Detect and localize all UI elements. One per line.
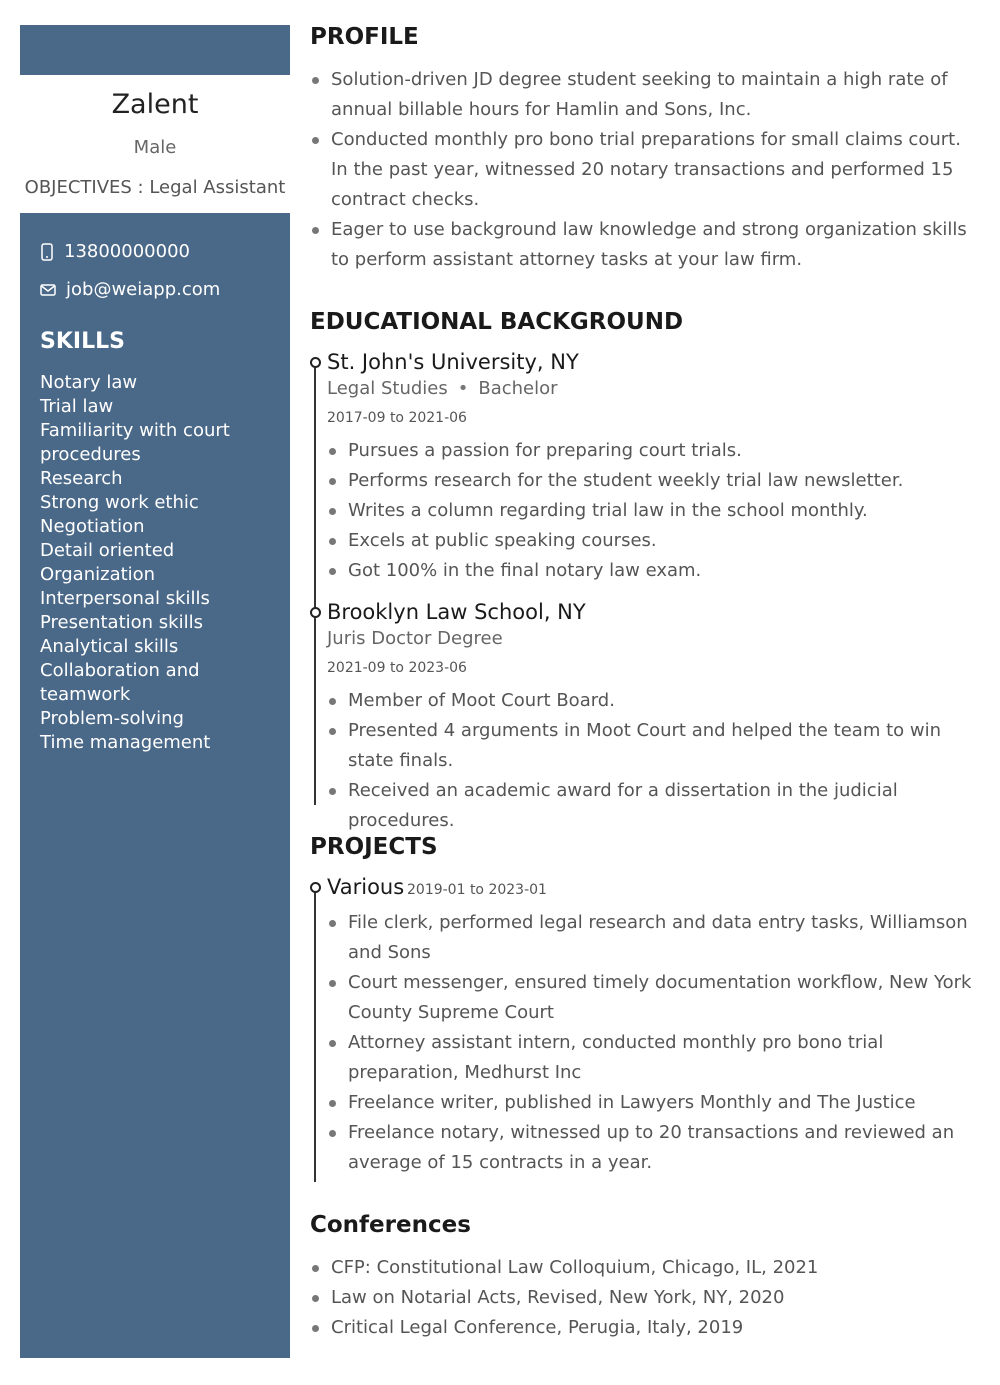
profile-item: Conducted monthly pro bono trial preparations for small claims court. In the past year, witnessed 20 notary transactions and performed 15 contract checks. bbox=[310, 125, 980, 215]
skill-item: Time management bbox=[40, 732, 211, 753]
sidebar bbox=[20, 25, 290, 1358]
separator-dot: • bbox=[457, 378, 469, 399]
email-address: job@weiapp.com bbox=[66, 279, 221, 300]
candidate-name: Zalent bbox=[111, 89, 199, 120]
skill-item: Familiarity with court procedures bbox=[40, 420, 230, 465]
skill-item: Collaboration and teamwork bbox=[40, 660, 200, 705]
education-heading: EDUCATIONAL BACKGROUND bbox=[310, 309, 684, 335]
phone-icon bbox=[40, 243, 54, 261]
skill-item: Interpersonal skills bbox=[40, 588, 210, 609]
skill-item: Research bbox=[40, 468, 123, 489]
school-name: St. John's University, NY bbox=[327, 350, 579, 374]
education-items bbox=[327, 686, 980, 836]
project-name: Various bbox=[327, 875, 405, 899]
project-item: Court messenger, ensured timely documentation workflow, New York County Supreme Court bbox=[327, 968, 980, 1028]
skill-item: Notary law bbox=[40, 372, 138, 393]
education-item: Got 100% in the final notary law exam. bbox=[327, 556, 980, 586]
identity-block bbox=[20, 75, 290, 213]
profile-item: Eager to use background law knowledge and strong organization skills to perform assistant attorney tasks at your law firm. bbox=[310, 215, 980, 275]
timeline-dot bbox=[310, 357, 321, 368]
skill-item: Strong work ethic bbox=[40, 492, 199, 513]
education-item: Received an academic award for a dissertation in the judicial procedures. bbox=[327, 776, 980, 836]
date-range: 2021-09 to 2023-06 bbox=[327, 660, 467, 676]
conference-item: Critical Legal Conference, Perugia, Italy, 2019 bbox=[310, 1313, 980, 1343]
conferences-heading: Conferences bbox=[310, 1212, 471, 1238]
conference-item: CFP: Constitutional Law Colloquium, Chicago, IL, 2021 bbox=[310, 1253, 980, 1283]
skill-item: Detail oriented bbox=[40, 540, 175, 561]
profile-heading: PROFILE bbox=[310, 24, 419, 50]
skill-item: Trial law bbox=[40, 396, 114, 417]
conferences-list bbox=[310, 1253, 980, 1343]
profile-item: Solution-driven JD degree student seeking to maintain a high rate of annual billable hours for Hamlin and Sons, Inc. bbox=[310, 65, 980, 125]
skill-item: Problem-solving bbox=[40, 708, 184, 729]
projects-timeline bbox=[314, 887, 316, 1182]
phone-contact bbox=[40, 241, 190, 262]
skills-heading: SKILLS bbox=[40, 329, 125, 354]
candidate-gender: Male bbox=[133, 137, 177, 158]
education-items bbox=[327, 436, 980, 586]
projects-heading: PROJECTS bbox=[310, 834, 438, 860]
project-item: Freelance writer, published in Lawyers Monthly and The Justice bbox=[327, 1088, 980, 1118]
skill-item: Presentation skills bbox=[40, 612, 203, 633]
email-contact bbox=[40, 279, 220, 300]
skill-item: Analytical skills bbox=[40, 636, 179, 657]
project-item: Freelance notary, witnessed up to 20 transactions and reviewed an average of 15 contracts in a year. bbox=[327, 1118, 980, 1178]
major: Legal Studies bbox=[327, 378, 448, 399]
date-range: 2019-01 to 2023-01 bbox=[407, 882, 547, 898]
education-item: Writes a column regarding trial law in the school monthly. bbox=[327, 496, 980, 526]
conference-item: Law on Notarial Acts, Revised, New York, NY, 2020 bbox=[310, 1283, 980, 1313]
education-timeline bbox=[314, 362, 316, 805]
degree: Bachelor bbox=[478, 378, 558, 399]
profile-list bbox=[310, 65, 980, 275]
education-item: Pursues a passion for preparing court trials. bbox=[327, 436, 980, 466]
degree-line: Juris Doctor Degree bbox=[327, 628, 503, 649]
timeline-dot bbox=[310, 607, 321, 618]
education-item: Presented 4 arguments in Moot Court and helped the team to win state finals. bbox=[327, 716, 980, 776]
date-range: 2017-09 to 2021-06 bbox=[327, 410, 467, 426]
skill-item: Negotiation bbox=[40, 516, 145, 537]
phone-number: 13800000000 bbox=[64, 241, 190, 262]
education-item: Member of Moot Court Board. bbox=[327, 686, 980, 716]
timeline-dot bbox=[310, 882, 321, 893]
skill-item: Organization bbox=[40, 564, 156, 585]
project-items bbox=[327, 908, 980, 1178]
project-item: Attorney assistant intern, conducted monthly pro bono trial preparation, Medhurst Inc bbox=[327, 1028, 980, 1088]
skills-list bbox=[40, 371, 285, 755]
objective-line: OBJECTIVES : Legal Assistant bbox=[24, 177, 286, 198]
project-item: File clerk, performed legal research and data entry tasks, Williamson and Sons bbox=[327, 908, 980, 968]
education-item: Performs research for the student weekly trial law newsletter. bbox=[327, 466, 980, 496]
sidebar-header-band bbox=[20, 25, 290, 75]
education-item: Excels at public speaking courses. bbox=[327, 526, 980, 556]
degree-line bbox=[327, 378, 558, 399]
mail-icon bbox=[40, 283, 56, 297]
school-name: Brooklyn Law School, NY bbox=[327, 600, 586, 624]
